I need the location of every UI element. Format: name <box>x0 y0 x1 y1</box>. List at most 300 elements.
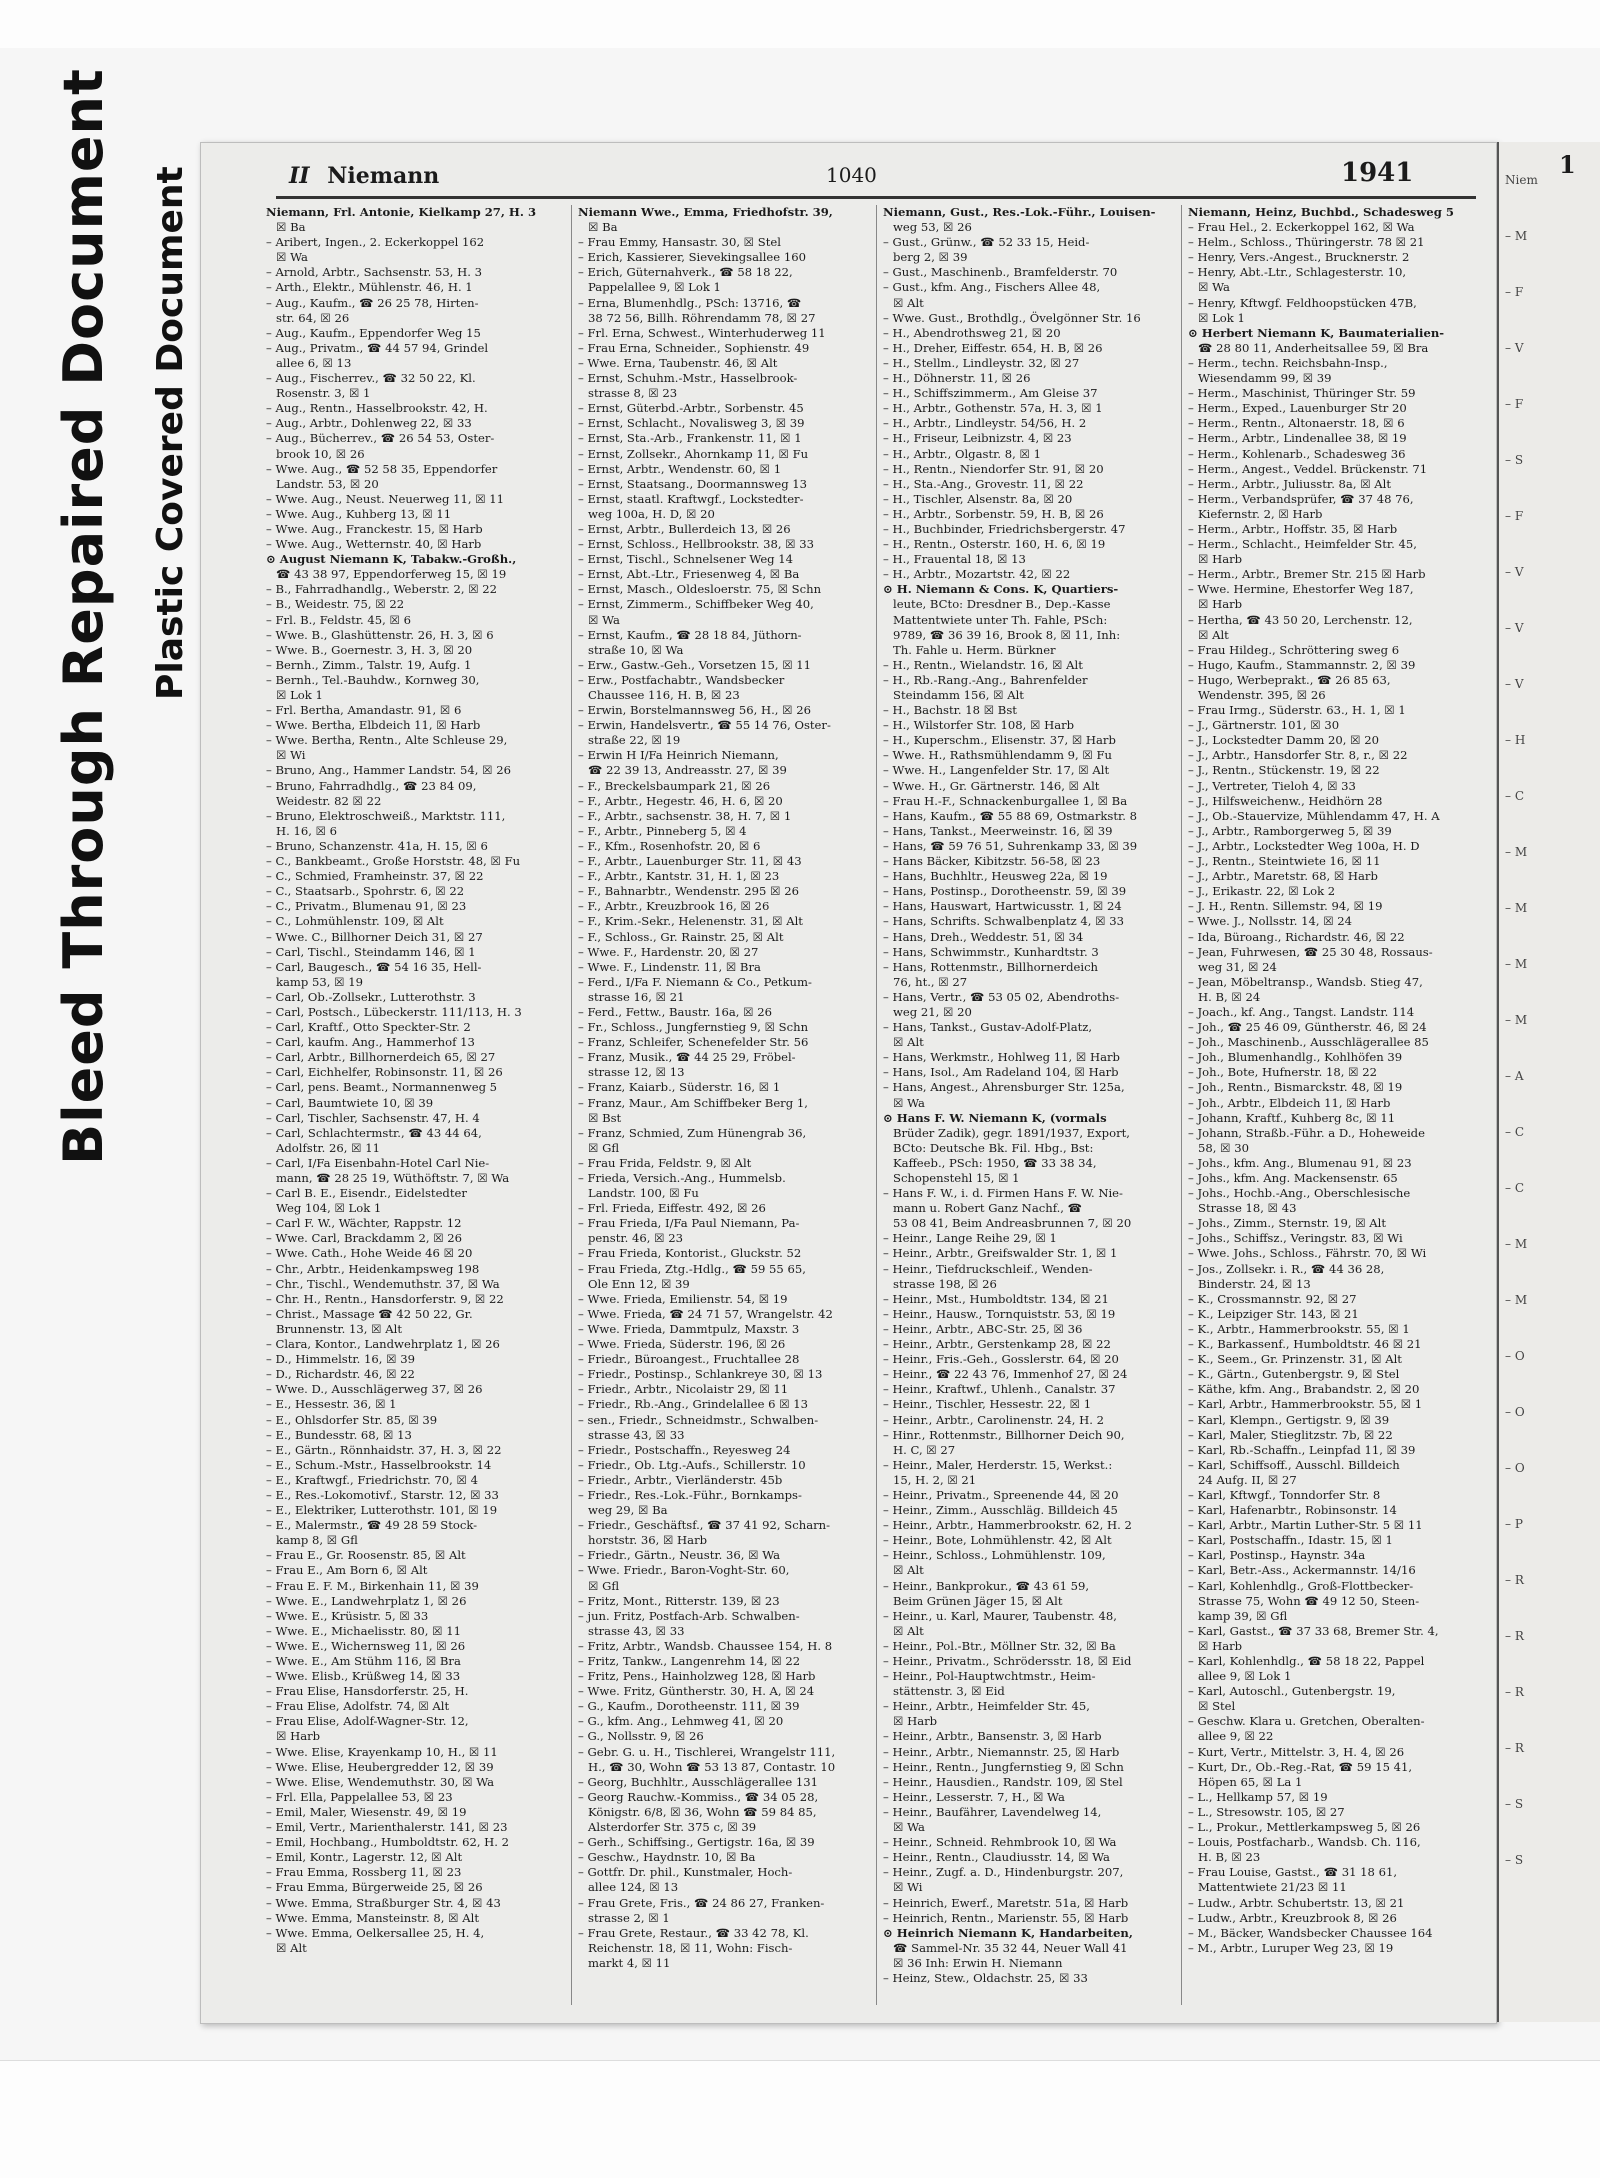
directory-entry: – Kurt, Vertr., Mittelstr. 3, H. 4, ☒ 26 <box>1188 1744 1405 1759</box>
directory-entry: – Wwe. J., Nollsstr. 14, ☒ 24 <box>1188 914 1353 929</box>
directory-entry: – C., Privatm., Blumenau 91, ☒ 23 <box>266 899 467 914</box>
directory-entry: – Frl. B., Feldstr. 45, ☒ 6 <box>266 612 411 627</box>
edge-fragment: – R <box>1505 1629 1524 1643</box>
directory-entry: – Wwe. B., Goernestr. 3, H. 3, ☒ 20 <box>266 642 473 657</box>
directory-entry: strasse 8, ☒ 23 <box>588 386 678 401</box>
directory-entry: Ole Enn 12, ☒ 39 <box>588 1276 690 1291</box>
directory-entry: – Herm., techn. Reichsbahn-Insp., <box>1188 355 1388 370</box>
next-page-edge <box>1497 142 1600 2022</box>
directory-entry: Höpen 65, ☒ La 1 <box>1198 1774 1303 1789</box>
directory-entry: – Chr., Arbtr., Heidenkampsweg 198 <box>266 1261 480 1276</box>
directory-entry: – Aug., Bücherrev., ☎ 26 54 53, Oster- <box>266 431 495 446</box>
directory-entry: ☒ Alt <box>893 295 924 310</box>
edge-fragment: – R <box>1505 1741 1524 1755</box>
directory-columns <box>266 205 1481 2005</box>
directory-entry: – Chr. H., Rentn., Hansdorferstr. 9, ☒ 22 <box>266 1291 504 1306</box>
directory-entry: – Frau Louise, Gastst., ☎ 31 18 61, <box>1188 1865 1398 1880</box>
directory-entry: – Karl, Klempn., Gertigstr. 9, ☒ 39 <box>1188 1412 1390 1427</box>
directory-entry: – Ernst, Tischl., Schnelsener Weg 14 <box>578 552 794 567</box>
directory-entry: – Herm., Verbandsprüfer, ☎ 37 48 76, <box>1188 491 1414 506</box>
directory-entry: ☒ Gfl <box>588 1140 620 1155</box>
directory-entry: – Heinr., Schloss., Lohmühlenstr. 109, <box>883 1548 1106 1563</box>
directory-entry: – Ernst, Masch., Oldesloerstr. 75, ☒ Schn <box>578 582 822 597</box>
directory-entry: ☒ Ba <box>588 220 618 235</box>
directory-entry: – Wwe. F., Lindenstr. 11, ☒ Bra <box>578 959 761 974</box>
directory-entry: – Wwe. Aug., Neust. Neuerweg 11, ☒ 11 <box>266 491 505 506</box>
directory-entry: – Wwe. H., Rathsmühlendamm 9, ☒ Fu <box>883 748 1113 763</box>
directory-entry: – Johann, Straßb.-Führ. a D., Hoheweide <box>1188 1125 1425 1140</box>
directory-entry: – C., Staatsarb., Spohrstr. 6, ☒ 22 <box>266 884 465 899</box>
directory-entry: – Gottfr. Dr. phil., Kunstmaler, Hoch- <box>578 1865 793 1880</box>
directory-entry: – Wwe. Frieda, ☎ 24 71 57, Wrangelstr. 42 <box>578 1306 833 1321</box>
directory-entry: – Fritz, Arbtr., Wandsb. Chaussee 154, H. 8 <box>578 1638 833 1653</box>
scan-bottom-margin <box>0 2060 1600 2178</box>
column-4 <box>1181 205 1477 2005</box>
directory-entry: – Herm., Exped., Lauenburger Str 20 <box>1188 401 1407 416</box>
directory-entry: – H., Bachstr. 18 ☒ Bst <box>883 703 1017 718</box>
edge-fragment: – F <box>1505 285 1524 299</box>
directory-entry: – Ernst, Kaufm., ☎ 28 18 84, Jüthorn- <box>578 627 802 642</box>
directory-entry: – Johs., Schiffsz., Veringstr. 83, ☒ Wi <box>1188 1231 1403 1246</box>
directory-entry: penstr. 46, ☒ 23 <box>588 1231 683 1246</box>
directory-entry: – Friedr., Res.-Lok.-Führ., Bornkamps- <box>578 1487 802 1502</box>
edge-fragment: – F <box>1505 397 1524 411</box>
directory-entry: – Friedr., Gärtn., Neustr. 36, ☒ Wa <box>578 1548 781 1563</box>
directory-entry: – Heinr., Baufährer, Lavendelweg 14, <box>883 1804 1102 1819</box>
directory-entry: – Heinr., Lange Reihe 29, ☒ 1 <box>883 1231 1057 1246</box>
directory-entry: – Wwe. E., Am Stühm 116, ☒ Bra <box>266 1654 461 1668</box>
directory-entry: – Ernst, Schuhm.-Mstr., Hasselbrook- <box>578 371 798 386</box>
directory-entry: H. 16, ☒ 6 <box>276 823 338 838</box>
scan-top-margin <box>0 0 1600 48</box>
directory-entry: ☒ Wi <box>893 1880 923 1895</box>
directory-entry: – Friedr., Postinsp., Schlankreye 30, ☒ 13 <box>578 1367 823 1382</box>
directory-entry: ⊙ Heinrich Niemann K, Handarbeiten, <box>883 1925 1133 1940</box>
directory-entry: Binderstr. 24, ☒ 13 <box>1198 1276 1311 1291</box>
directory-entry: – H., Schiffszimmerm., Am Gleise 37 <box>883 386 1098 401</box>
directory-entry: – F., Arbtr., Kantstr. 31, H. 1, ☒ 23 <box>578 869 780 884</box>
directory-entry: – H., Arbtr., Gothenstr. 57a, H. 3, ☒ 1 <box>883 401 1103 416</box>
directory-entry: – Karl, Gastst., ☎ 37 33 68, Bremer Str. 4, <box>1188 1623 1439 1638</box>
directory-entry: – K., Crossmannstr. 92, ☒ 27 <box>1188 1291 1357 1306</box>
directory-entry: – Frl. Bertha, Amandastr. 91, ☒ 6 <box>266 703 462 718</box>
directory-entry: – Fritz, Mont., Ritterstr. 139, ☒ 23 <box>578 1593 780 1608</box>
directory-entry: – H., Arbtr., Sorbenstr. 59, H. B, ☒ 26 <box>883 506 1104 521</box>
directory-entry: – Ernst, Staatsang., Doormannsweg 13 <box>578 476 808 491</box>
next-page-fragments <box>1505 172 1538 1908</box>
directory-entry: – Frau Emmy, Hansastr. 30, ☒ Stel <box>578 235 781 250</box>
directory-entry: – F., Bahnarbtr., Wendenstr. 295 ☒ 26 <box>578 884 799 899</box>
directory-entry: – Carl F. W., Wächter, Rappstr. 12 <box>266 1216 462 1231</box>
directory-entry: – Wwe. Bertha, Rentn., Alte Schleuse 29, <box>266 733 508 748</box>
directory-entry: Schopenstehl 15, ☒ 1 <box>893 1171 1020 1185</box>
directory-entry: – Heinr., Kraftwf., Uhlenh., Canalstr. 37 <box>883 1382 1116 1397</box>
directory-entry: ⊙ Hans F. W. Niemann K, (vormals <box>883 1110 1107 1125</box>
directory-entry: – Joh., Bote, Hufnerstr. 18, ☒ 22 <box>1188 1065 1377 1080</box>
directory-entry: – C., Bankbeamt., Große Horststr. 48, ☒ Fu <box>266 854 521 869</box>
directory-entry: – Heinr., u. Karl, Maurer, Taubenstr. 48, <box>883 1608 1117 1623</box>
directory-entry: – Wwe. Bertha, Elbdeich 11, ☒ Harb <box>266 718 481 733</box>
directory-entry: straße 22, ☒ 19 <box>588 733 681 748</box>
directory-entry: – Henry, Vers.-Angest., Brucknerstr. 2 <box>1188 250 1410 265</box>
directory-entry: – H., Sta.-Ang., Grovestr. 11, ☒ 22 <box>883 476 1084 491</box>
edge-fragment: – V <box>1505 621 1524 635</box>
directory-entry: ⊙ Herbert Niemann K, Baumaterialien- <box>1188 325 1445 340</box>
directory-entry: – H., Döhnerstr. 11, ☒ 26 <box>883 371 1031 386</box>
directory-entry: ☒ Wa <box>588 612 620 627</box>
directory-entry: – Wwe. Elise, Heubergredder 12, ☒ 39 <box>266 1759 494 1774</box>
directory-entry: – Frl. Ella, Pappelallee 53, ☒ 23 <box>266 1789 453 1804</box>
directory-entry: – Hans, Tankst., Meerweinstr. 16, ☒ 39 <box>883 823 1113 838</box>
edge-fragment: – M <box>1505 1237 1528 1251</box>
directory-entry: – Heinr., Privatm., Schrödersstr. 18, ☒ Eid <box>883 1654 1132 1668</box>
directory-entry: – Heinr., Bote, Lohmühlenstr. 42, ☒ Alt <box>883 1533 1112 1548</box>
directory-entry: – Bruno, Ang., Hammer Landstr. 54, ☒ 26 <box>266 763 511 778</box>
directory-entry: – Wwe. Friedr., Baron-Voght-Str. 60, <box>578 1563 790 1578</box>
directory-entry: – Fritz, Tankw., Langenrehm 14, ☒ 22 <box>578 1654 801 1668</box>
directory-entry: – B., Weidestr. 75, ☒ 22 <box>266 597 405 612</box>
directory-entry: – Karl, Kftwgf., Tonndorfer Str. 8 <box>1188 1487 1381 1502</box>
directory-entry: – Herm., Angest., Veddel. Brückenstr. 71 <box>1188 461 1428 476</box>
directory-entry: – Karl, Kohlenhdlg., ☎ 58 18 22, Pappel <box>1188 1654 1425 1668</box>
directory-entry: – C., Lohmühlenstr. 109, ☒ Alt <box>266 914 444 929</box>
directory-entry: – Carl, Baumtwiete 10, ☒ 39 <box>266 1095 434 1110</box>
directory-entry: str. 64, ☒ 26 <box>276 310 350 325</box>
directory-entry: – Herm., Maschinist, Thüringer Str. 59 <box>1188 386 1416 401</box>
directory-entry: Rosenstr. 3, ☒ 1 <box>276 386 371 401</box>
directory-entry: – H., Arbtr., Olgastr. 8, ☒ 1 <box>883 446 1041 461</box>
directory-entry: – Heinrich, Ewerf., Maretstr. 51a, ☒ Harb <box>883 1895 1129 1910</box>
directory-entry: – Emil, Maler, Wiesenstr. 49, ☒ 19 <box>266 1804 467 1819</box>
directory-entry: – Carl, I/Fa Eisenbahn-Hotel Carl Nie- <box>266 1155 490 1170</box>
directory-entry: – Ernst, Abt.-Ltr., Friesenweg 4, ☒ Ba <box>578 567 800 582</box>
directory-entry: – E., Res.-Lokomotivf., Starstr. 12, ☒ 33 <box>266 1487 499 1502</box>
directory-entry: ☒ Lok 1 <box>1198 310 1245 325</box>
directory-entry: – J., Rentn., Stückenstr. 19, ☒ 22 <box>1188 763 1380 778</box>
directory-entry: – Karl, Kohlenhdlg., Groß-Flottbecker- <box>1188 1578 1414 1593</box>
directory-entry: – Ernst, Zimmerm., Schiffbeker Weg 40, <box>578 597 814 612</box>
directory-entry: – Bruno, Elektroschweiß., Marktstr. 111, <box>266 808 506 823</box>
directory-entry: – Heinr., Arbtr., Carolinenstr. 24, H. 2 <box>883 1412 1105 1427</box>
directory-entry: – Ludw., Arbtr. Schubertstr. 13, ☒ 21 <box>1188 1895 1405 1910</box>
directory-entry: – L., Stresowstr. 105, ☒ 27 <box>1188 1804 1345 1819</box>
directory-entry: – Frau Frieda, Ztg.-Hdlg., ☎ 59 55 65, <box>578 1261 806 1276</box>
directory-entry: – Hans, Werkmstr., Hohlweg 11, ☒ Harb <box>883 1050 1120 1065</box>
directory-entry: – Geschw. Klara u. Gretchen, Oberalten- <box>1188 1714 1425 1729</box>
edge-fragment: – S <box>1505 1853 1524 1867</box>
edge-fragment: – R <box>1505 1685 1524 1699</box>
directory-entry: – Heinr., Tischler, Hessestr. 22, ☒ 1 <box>883 1397 1092 1412</box>
edge-fragment: – M <box>1505 1013 1528 1027</box>
directory-entry: 38 72 56, Billh. Röhrendamm 78, ☒ 27 <box>588 310 816 325</box>
directory-entry: ⊙ H. Niemann & Cons. K, Quartiers- <box>883 582 1119 597</box>
directory-entry: – M., Bäcker, Wandsbecker Chaussee 164 <box>1188 1925 1433 1940</box>
directory-entry: – Frau Grete, Restaur., ☎ 33 42 78, Kl. <box>578 1925 809 1940</box>
directory-entry: ☎ Sammel-Nr. 35 32 44, Neuer Wall 41 <box>893 1940 1128 1955</box>
directory-entry: – J., Rentn., Steintwiete 16, ☒ 11 <box>1188 854 1381 869</box>
directory-entry: – Gust., Grünw., ☎ 52 33 15, Heid- <box>883 235 1090 250</box>
directory-entry: – Hans, Rottenmstr., Billhornerdeich <box>883 959 1099 974</box>
directory-entry: – Hugo, Kaufm., Stammannstr. 2, ☒ 39 <box>1188 657 1416 672</box>
directory-entry: – Wwe. Frieda, Süderstr. 196, ☒ 26 <box>578 1337 786 1352</box>
directory-entry: 58, ☒ 30 <box>1198 1140 1249 1155</box>
directory-entry: – Carl, Baugesch., ☎ 54 16 35, Hell- <box>266 959 482 974</box>
directory-entry: – Aug., Arbtr., Dohlenweg 22, ☒ 33 <box>266 416 472 431</box>
directory-entry: – Georg, Buchhltr., Ausschlägerallee 131 <box>578 1774 819 1789</box>
year-heading: 1941 <box>1341 158 1414 188</box>
directory-entry: – Herm., Arbtr., Lindenallee 38, ☒ 19 <box>1188 431 1407 446</box>
directory-entry: – Frl. Frieda, Eiffestr. 492, ☒ 26 <box>578 1201 766 1216</box>
directory-entry: ☒ Alt <box>893 1563 924 1578</box>
directory-entry: – C., Schmied, Framheinstr. 37, ☒ 22 <box>266 869 484 884</box>
directory-entry: – Frau Irmg., Süderstr. 63., H. 1, ☒ 1 <box>1188 703 1406 718</box>
directory-entry: Kiefernstr. 2, ☒ Harb <box>1198 506 1323 521</box>
directory-entry: – Wwe. E., Wichernsweg 11, ☒ 26 <box>266 1638 466 1653</box>
directory-entry: – F., Arbtr., Hegestr. 46, H. 6, ☒ 20 <box>578 793 783 808</box>
directory-entry: – Erwin H I/Fa Heinrich Niemann, <box>578 748 779 763</box>
directory-entry: – Joh., Maschinenb., Ausschlägerallee 85 <box>1188 1035 1429 1050</box>
directory-entry: – E., Hessestr. 36, ☒ 1 <box>266 1397 397 1412</box>
edge-fragment: – R <box>1505 1573 1524 1587</box>
directory-entry: – Jean, Fuhrwesen, ☎ 25 30 48, Rossaus- <box>1188 944 1433 959</box>
directory-entry: – F., Krim.-Sekr., Helenenstr. 31, ☒ Alt <box>578 914 803 929</box>
directory-entry: – H., Wilstorfer Str. 108, ☒ Harb <box>883 718 1075 733</box>
directory-entry: kamp 53, ☒ 19 <box>276 974 363 989</box>
directory-entry: – Hans F. W., i. d. Firmen Hans F. W. Nie- <box>883 1186 1123 1201</box>
running-head <box>289 163 439 189</box>
directory-entry: – Wwe. B., Glashüttenstr. 26, H. 3, ☒ 6 <box>266 627 494 642</box>
directory-entry: ☒ Alt <box>276 1940 307 1955</box>
directory-entry: – Ernst, Sta.-Arb., Frankenstr. 11, ☒ 1 <box>578 431 802 446</box>
directory-entry: weg 100a, H. D, ☒ 20 <box>588 506 715 521</box>
edge-fragment: – C <box>1505 789 1524 803</box>
directory-entry: Brunnenstr. 13, ☒ Alt <box>276 1321 402 1336</box>
directory-entry: – H., Buchbinder, Friedrichsbergerstr. 47 <box>883 521 1126 536</box>
directory-entry: – Ida, Büroang., Richardstr. 46, ☒ 22 <box>1188 929 1405 944</box>
directory-entry: – H., Stellm., Lindleystr. 32, ☒ 27 <box>883 355 1080 370</box>
directory-entry: – Joh., ☎ 25 46 09, Güntherstr. 46, ☒ 24 <box>1188 1020 1427 1035</box>
edge-fragment: – S <box>1505 1797 1524 1811</box>
directory-entry: – H., Rentn., Niendorfer Str. 91, ☒ 20 <box>883 461 1104 476</box>
directory-entry: – Heinr., Zimm., Ausschläg. Billdeich 45 <box>883 1503 1118 1518</box>
directory-entry: – Emil, Hochbang., Humboldtstr. 62, H. 2 <box>266 1835 510 1850</box>
directory-entry: – H., Rentn., Wielandstr. 16, ☒ Alt <box>883 657 1083 672</box>
directory-entry: – Christ., Massage ☎ 42 50 22, Gr. <box>266 1306 473 1321</box>
directory-entry: – K., Barkassenf., Humboldtstr. 46 ☒ 21 <box>1188 1337 1422 1352</box>
directory-entry: – Aribert, Ingen., 2. Eckerkoppel 162 <box>266 235 485 250</box>
directory-entry: – Carl, Schlachtermstr., ☎ 43 44 64, <box>266 1125 482 1140</box>
directory-entry: – Heinr., Hausw., Tornquiststr. 53, ☒ 19 <box>883 1306 1116 1321</box>
directory-entry: – Heinr., Privatm., Spreenende 44, ☒ 20 <box>883 1487 1119 1502</box>
directory-entry: weg 29, ☒ Ba <box>588 1503 668 1518</box>
directory-entry: – Ferd., I/Fa F. Niemann & Co., Petkum- <box>578 974 812 989</box>
directory-entry: – Karl, Rb.-Schaffn., Leinpfad 11, ☒ 39 <box>1188 1442 1416 1457</box>
directory-entry: – Heinr., Arbtr., Hammerbrookstr. 62, H. 2 <box>883 1518 1132 1533</box>
surname-heading: Niemann <box>327 163 440 189</box>
directory-entry: – Frau Emma, Bürgerweide 25, ☒ 26 <box>266 1880 483 1895</box>
directory-entry: Wendenstr. 395, ☒ 26 <box>1198 688 1326 702</box>
edge-fragment: – V <box>1505 341 1524 355</box>
directory-entry: ☒ Harb <box>1198 597 1243 612</box>
directory-entry: Strasse 18, ☒ 43 <box>1198 1201 1297 1216</box>
directory-entry: – Bruno, Fahrradhdlg., ☎ 23 84 09, <box>266 778 477 793</box>
directory-entry: allee 6, ☒ 13 <box>276 355 352 370</box>
directory-entry: – Hans, Schrifts. Schwalbenplatz 4, ☒ 33 <box>883 914 1124 929</box>
directory-entry: – Ernst, Güterbd.-Arbtr., Sorbenstr. 45 <box>578 401 804 416</box>
directory-entry: – Frau H.-F., Schnackenburgallee 1, ☒ Ba <box>883 793 1128 808</box>
directory-entry: – Hans, ☎ 59 76 51, Suhrenkamp 33, ☒ 39 <box>883 838 1138 853</box>
edge-fragment: – O <box>1505 1349 1525 1363</box>
directory-entry: – J., Gärtnerstr. 101, ☒ 30 <box>1188 718 1340 733</box>
directory-entry: – Ernst, staatl. Kraftwgf., Lockstedter- <box>578 491 804 506</box>
directory-entry: – Clara, Kontor., Landwehrplatz 1, ☒ 26 <box>266 1337 500 1352</box>
directory-entry: – Jean, Möbeltransp., Wandsb. Stieg 47, <box>1188 974 1423 989</box>
edge-fragment: – A <box>1505 1069 1524 1083</box>
directory-entry: – Georg Rauchw.-Kommiss., ☎ 34 05 28, <box>578 1789 819 1804</box>
directory-entry: – Erich, Güternahverk., ☎ 58 18 22, <box>578 265 793 280</box>
directory-entry: H., ☎ 30, Wohn ☎ 53 13 87, Contastr. 10 <box>588 1759 836 1774</box>
directory-entry: – Wwe. Frieda, Emilienstr. 54, ☒ 19 <box>578 1291 788 1306</box>
directory-entry: – Gerh., Schiffsing., Gertigstr. 16a, ☒ 39 <box>578 1835 815 1850</box>
directory-entry: – Hans, Angest., Ahrensburger Str. 125a, <box>883 1080 1125 1095</box>
directory-entry: – Henry, Abt.-Ltr., Schlagesterstr. 10, <box>1188 265 1407 280</box>
edge-fragment: – M <box>1505 901 1528 915</box>
edge-fragment: – M <box>1505 1293 1528 1307</box>
directory-entry: – Heinz, Stew., Oldachstr. 25, ☒ 33 <box>883 1970 1088 1985</box>
directory-entry: – Joh., Rentn., Bismarckstr. 48, ☒ 19 <box>1188 1080 1403 1095</box>
directory-entry: Adolfstr. 26, ☒ 11 <box>276 1140 380 1155</box>
directory-entry: – Wwe. Fritz, Güntherstr. 30, H. A, ☒ 24 <box>578 1684 815 1699</box>
directory-entry: – Karl, Hafenarbtr., Robinsonstr. 14 <box>1188 1503 1397 1518</box>
directory-entry: – Frau Frieda, I/Fa Paul Niemann, Pa- <box>578 1216 800 1231</box>
directory-entry: – J., Arbtr., Hansdorfer Str. 8, r., ☒ 22 <box>1188 748 1408 763</box>
directory-entry: ☒ Bst <box>588 1110 622 1125</box>
directory-entry: – jun. Fritz, Postfach-Arb. Schwalben- <box>578 1608 800 1623</box>
directory-entry: Landstr. 53, ☒ 20 <box>276 476 379 491</box>
directory-entry: – Friedr., Postschaffn., Reyesweg 24 <box>578 1442 791 1457</box>
directory-entry: – Wwe. Hermine, Ehestorfer Weg 187, <box>1188 582 1414 597</box>
directory-entry: – Joh., Arbtr., Elbdeich 11, ☒ Harb <box>1188 1095 1391 1110</box>
edge-fragment: – O <box>1505 1405 1525 1419</box>
directory-entry: – M., Arbtr., Luruper Weg 23, ☒ 19 <box>1188 1940 1394 1955</box>
directory-entry: – Frau Frida, Feldstr. 9, ☒ Alt <box>578 1155 752 1170</box>
directory-entry: – Carl, Tischl., Steindamm 146, ☒ 1 <box>266 944 476 959</box>
directory-entry: Wiesendamm 99, ☒ 39 <box>1198 371 1332 386</box>
directory-entry: – Heinr., Rentn., Jungfernstieg 9, ☒ Schn <box>883 1759 1124 1774</box>
directory-entry: – Frau E., Gr. Roosenstr. 85, ☒ Alt <box>266 1548 466 1563</box>
directory-entry: – Hans, Postinsp., Dorotheenstr. 59, ☒ 39 <box>883 884 1127 899</box>
directory-entry: – Heinr., ☎ 22 43 76, Immenhof 27, ☒ 24 <box>883 1367 1128 1382</box>
directory-entry: – Wwe. E., Landwehrplatz 1, ☒ 26 <box>266 1593 467 1608</box>
directory-entry: – E., Ohlsdorfer Str. 85, ☒ 39 <box>266 1412 438 1427</box>
directory-entry: – Wwe. H., Gr. Gärtnerstr. 146, ☒ Alt <box>883 778 1100 793</box>
directory-entry: – Frau Hel., 2. Eckerkoppel 162, ☒ Wa <box>1188 220 1415 235</box>
edge-fragment: – V <box>1505 565 1524 579</box>
directory-entry: ⊙ August Niemann K, Tabakw.-Großh., <box>266 552 517 567</box>
directory-entry: Niemann, Frl. Antonie, Kielkamp 27, H. 3 <box>266 205 537 219</box>
directory-entry: – E., Kraftwgf., Friedrichstr. 70, ☒ 4 <box>266 1472 478 1487</box>
directory-entry: – Heinr., Zugf. a. D., Hindenburgstr. 207, <box>883 1865 1124 1880</box>
edge-fragment: – O <box>1505 1461 1525 1475</box>
directory-entry: ☒ Harb <box>1198 552 1243 567</box>
directory-entry: – Jos., Zollsekr. i. R., ☎ 44 36 28, <box>1188 1261 1385 1276</box>
directory-entry: – Herm., Arbtr., Hoffstr. 35, ☒ Harb <box>1188 521 1398 536</box>
directory-entry: Kaffeeb., PSch: 1950, ☎ 33 38 34, <box>893 1155 1097 1170</box>
directory-entry: – Gust., Maschinenb., Bramfelderstr. 70 <box>883 265 1118 280</box>
directory-entry: – Heinr., Bankprokur., ☎ 43 61 59, <box>883 1578 1090 1593</box>
directory-entry: – H., Arbtr., Mozartstr. 42, ☒ 22 <box>883 567 1071 582</box>
directory-entry: H. B, ☒ 24 <box>1198 989 1261 1004</box>
directory-entry: Steindamm 156, ☒ Alt <box>893 688 1024 702</box>
directory-entry: – J., Vertreter, Tieloh 4, ☒ 33 <box>1188 778 1356 793</box>
directory-entry: – G., Nollsstr. 9, ☒ 26 <box>578 1729 704 1744</box>
edge-fragment: – S <box>1505 453 1524 467</box>
directory-entry: – Heinr., Maler, Herderstr. 15, Werkst.: <box>883 1457 1113 1472</box>
directory-entry: – Hans, Vertr., ☎ 53 05 02, Abendroths- <box>883 989 1120 1004</box>
directory-entry: Mattentwiete unter Th. Fahle, PSch: <box>893 612 1108 627</box>
directory-entry: – Carl B. E., Eisendr., Eidelstedter <box>266 1186 467 1201</box>
directory-entry: – Henry, Kftwgf. Feldhoopstücken 47B, <box>1188 295 1417 310</box>
directory-entry: – Johs., Hochb.-Ang., Oberschlesische <box>1188 1186 1411 1201</box>
directory-entry: – Kurt, Dr., Ob.-Reg.-Rat, ☎ 59 15 41, <box>1188 1759 1413 1774</box>
directory-entry: 53 08 41, Beim Andreasbrunnen 7, ☒ 20 <box>893 1216 1132 1231</box>
directory-entry: – Heinr., Arbtr., Gerstenkamp 28, ☒ 22 <box>883 1337 1111 1352</box>
directory-entry: – Frau E., Am Born 6, ☒ Alt <box>266 1563 428 1578</box>
directory-entry: – sen., Friedr., Schneidmstr., Schwalben- <box>578 1412 819 1427</box>
directory-entry: – K., Seem., Gr. Prinzenstr. 31, ☒ Alt <box>1188 1352 1402 1367</box>
directory-entry: – Carl, Kraftf., Otto Speckter-Str. 2 <box>266 1020 471 1035</box>
directory-entry: – Gust., kfm. Ang., Fischers Allee 48, <box>883 280 1101 295</box>
directory-entry: ☒ Harb <box>893 1714 938 1729</box>
directory-entry: – Frau E. F. M., Birkenhain 11, ☒ 39 <box>266 1578 479 1593</box>
edge-fragment: – F <box>1505 509 1524 523</box>
directory-entry: – Heinr., Pol.-Btr., Möllner Str. 32, ☒ Ba <box>883 1638 1116 1653</box>
directory-entry: Chaussee 116, H. B, ☒ 23 <box>588 688 740 702</box>
directory-entry: – J., Ob.-Stauervize, Mühlendamm 47, H. A <box>1188 808 1440 823</box>
directory-entry: – Bernh., Tel.-Bauhdw., Kornweg 30, <box>266 672 480 687</box>
directory-entry: ☒ Lok 1 <box>276 688 323 702</box>
directory-entry: horststr. 36, ☒ Harb <box>588 1533 708 1548</box>
directory-entry: – Herm., Rentn., Altonaerstr. 18, ☒ 6 <box>1188 416 1405 431</box>
directory-entry: – Frau Elise, Hansdorferstr. 25, H. <box>266 1684 469 1699</box>
directory-entry: – Bernh., Zimm., Talstr. 19, Aufg. 1 <box>266 657 472 672</box>
directory-entry: – Hans, Hauswart, Hartwicusstr. 1, ☒ 24 <box>883 899 1122 914</box>
directory-entry: – Erwin, Handelsvertr., ☎ 55 14 76, Oster- <box>578 718 831 733</box>
directory-entry: – B., Fahrradhandlg., Weberstr. 2, ☒ 22 <box>266 582 498 597</box>
directory-entry: – Carl, kaufm. Ang., Hammerhof 13 <box>266 1035 475 1050</box>
directory-entry: ☒ Wa <box>1198 280 1230 295</box>
directory-entry: – Wwe. E., Krüsistr. 5, ☒ 33 <box>266 1608 429 1623</box>
directory-entry: – Friedr., Büroangest., Fruchtallee 28 <box>578 1352 800 1367</box>
directory-entry: – J., Arbtr., Maretstr. 68, ☒ Harb <box>1188 869 1378 884</box>
directory-entry: ☒ Ba <box>276 220 306 235</box>
edge-fragment: – H <box>1505 733 1526 747</box>
directory-page <box>200 142 1497 2024</box>
directory-entry: – L., Prokur., Mettlerkampsweg 5, ☒ 26 <box>1188 1820 1421 1835</box>
directory-entry: – Hans, Tankst., Gustav-Adolf-Platz, <box>883 1020 1093 1035</box>
directory-entry: – Carl, Arbtr., Billhornerdeich 65, ☒ 27 <box>266 1050 496 1065</box>
directory-entry: strasse 16, ☒ 21 <box>588 989 685 1004</box>
directory-entry: ☒ Wa <box>893 1820 925 1835</box>
directory-entry: – Ernst, Arbtr., Wendenstr. 60, ☒ 1 <box>578 461 782 476</box>
directory-entry: ☒ Gfl <box>588 1578 620 1593</box>
next-page-header: 1 <box>1559 150 1576 179</box>
directory-entry: Th. Fahle u. Herm. Bürkner <box>893 642 1056 657</box>
directory-entry: – H., Rb.-Rang.-Ang., Bahrenfelder <box>883 672 1088 687</box>
directory-entry: – Wwe. F., Hardenstr. 20, ☒ 27 <box>578 944 759 959</box>
directory-entry: – Arnold, Arbtr., Sachsenstr. 53, H. 3 <box>266 265 482 280</box>
directory-entry: – Arth., Elektr., Mühlenstr. 46, H. 1 <box>266 280 473 295</box>
